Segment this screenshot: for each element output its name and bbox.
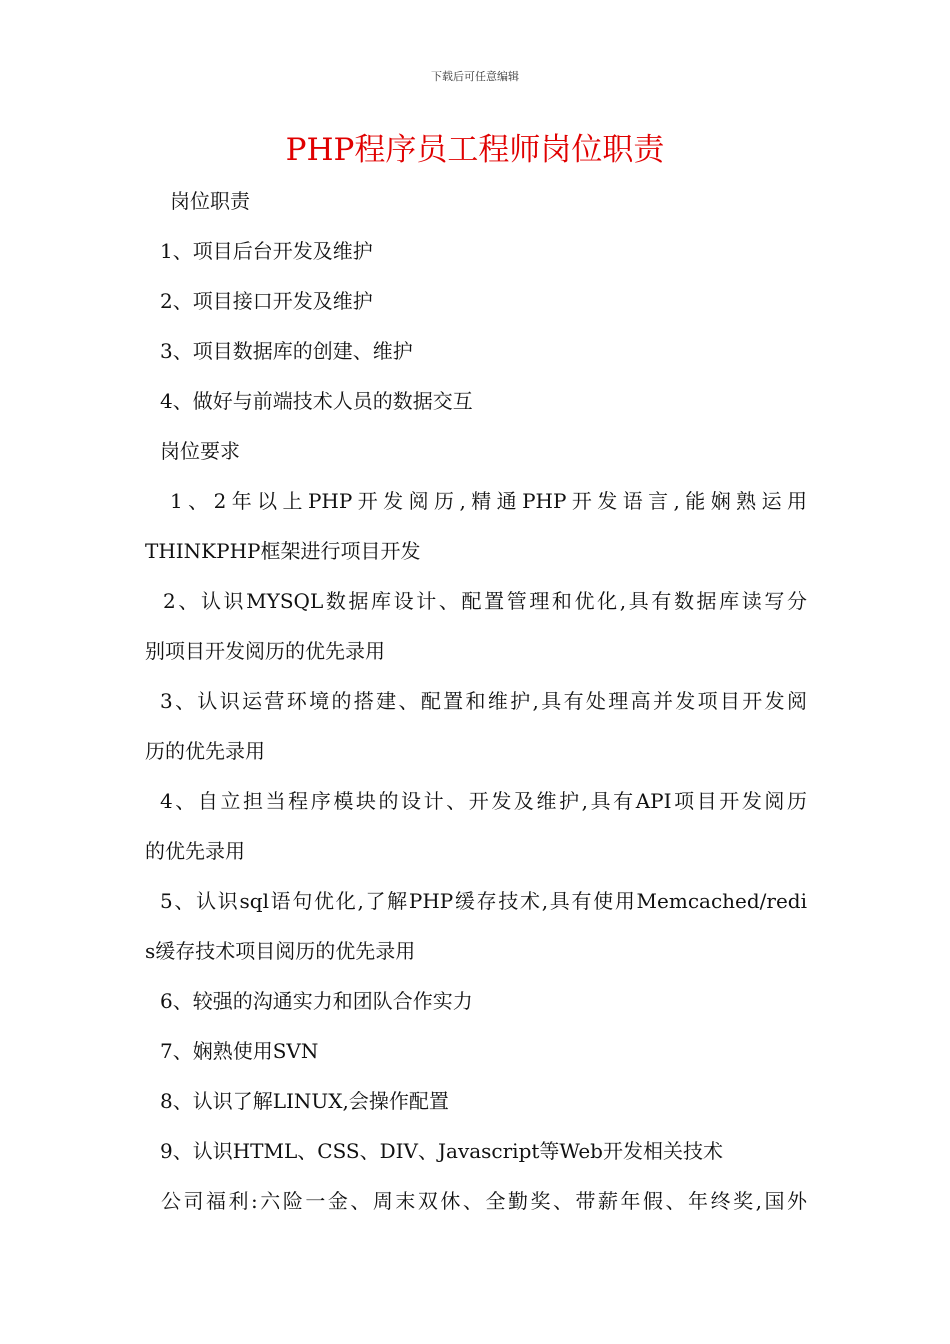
document-body (145, 176, 807, 1226)
paragraph-line: 别项目开发阅历的优先录用 (145, 639, 385, 663)
paragraph-line: 4、自立担当程序模块的设计、开发及维护,具有API项目开发阅历 (160, 789, 807, 813)
paragraph-line: 3、项目数据库的创建、维护 (160, 339, 413, 363)
paragraph-line: 1、2年以上PHP开发阅历,精通PHP开发语言,能娴熟运用 (170, 489, 807, 513)
header-note: 下载后可任意编辑 (431, 70, 519, 83)
paragraph-line: 9、认识HTML、CSS、DIV、Javascript等Web开发相关技术 (160, 1139, 723, 1163)
paragraph-line: 6、较强的沟通实力和团队合作实力 (160, 989, 473, 1013)
paragraph-line: 5、认识sql语句优化,了解PHP缓存技术,具有使用Memcached/redi (160, 889, 807, 913)
paragraph-line: 7、娴熟使用SVN (160, 1039, 319, 1063)
paragraph-line: 公司福利:六险一金、周末双休、全勤奖、带薪年假、年终奖,国外 (161, 1189, 807, 1213)
section-heading-requirements: 岗位要求 (160, 439, 240, 463)
paragraph-line: 4、做好与前端技术人员的数据交互 (160, 389, 473, 413)
paragraph-line: 历的优先录用 (145, 739, 265, 763)
paragraph-line: 2、项目接口开发及维护 (160, 289, 373, 313)
paragraph-line: 2、认识MYSQL数据库设计、配置管理和优化,具有数据库读写分 (163, 589, 807, 613)
paragraph-line: 的优先录用 (145, 839, 245, 863)
document-title: PHP程序员工程师岗位职责 (285, 132, 665, 168)
paragraph-line: s缓存技术项目阅历的优先录用 (145, 939, 416, 963)
paragraph-line: 1、项目后台开发及维护 (160, 239, 373, 263)
paragraph-line: THINKPHP框架进行项目开发 (145, 539, 421, 563)
paragraph-line: 3、认识运营环境的搭建、配置和维护,具有处理高并发项目开发阅 (160, 689, 807, 713)
paragraph-line: 8、认识了解LINUX,会操作配置 (160, 1089, 449, 1113)
section-heading-duties: 岗位职责 (170, 189, 250, 213)
